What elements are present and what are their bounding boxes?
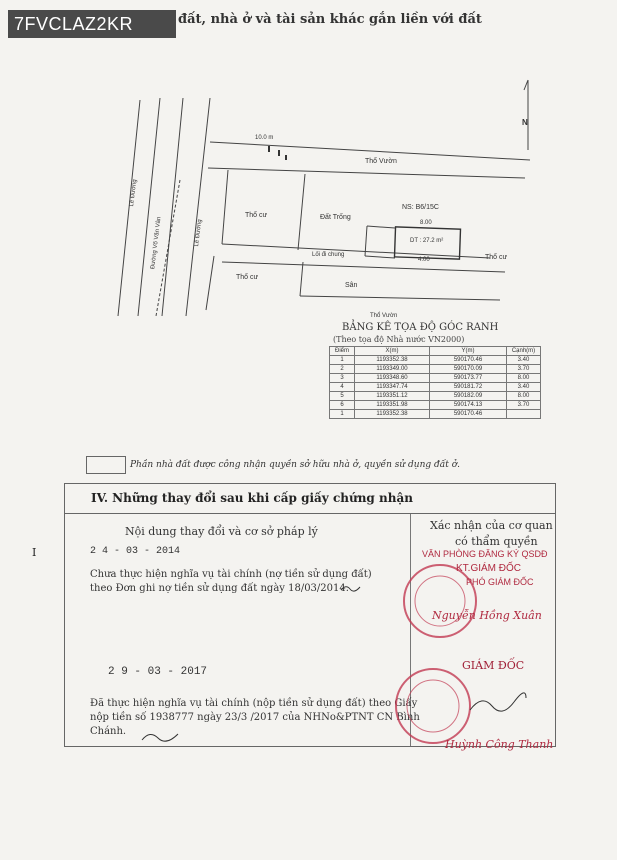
dimension-label: 10.0 m: [255, 135, 274, 141]
road-main-label: Lê Đường: [129, 179, 139, 207]
land-dattrong-label: Đất Trống: [320, 214, 351, 221]
coords-title: BẢNG KÊ TỌA ĐỘ GÓC RANH: [342, 322, 499, 333]
alley-label: Lối đi chung: [312, 252, 345, 258]
table-cell: 1193349.00: [355, 365, 430, 374]
legend-swatch: [86, 456, 126, 474]
table-cell: 5: [330, 392, 355, 401]
stamp-office: VĂN PHÒNG ĐĂNG KÝ QSDĐ: [422, 549, 548, 559]
north-label: N: [522, 118, 528, 127]
table-header-cell: Điểm: [330, 347, 355, 356]
coords-table: [329, 346, 541, 419]
table-cell: 3.40: [507, 356, 541, 365]
land-thocu-label: Thổ cư: [236, 274, 259, 281]
table-cell: 3.70: [507, 365, 541, 374]
table-header-cell: Y(m): [430, 347, 507, 356]
table-cell: 590173.77: [430, 374, 507, 383]
column-header-authority: có thẩm quyền: [455, 535, 538, 548]
table-header-cell: X(m): [355, 347, 430, 356]
stamp-position: KT.GIÁM ĐỐC: [456, 563, 522, 574]
table-cell: 3: [330, 374, 355, 383]
watermark-label: 7FVCLAZ2KR: [8, 10, 176, 38]
margin-mark: I: [32, 546, 37, 559]
table-cell: 2: [330, 365, 355, 374]
dimension-label: 4.00: [418, 257, 430, 263]
stamp-position: PHÓ GIÁM ĐỐC: [466, 577, 534, 587]
land-thovuon-label: Thổ Vườn: [370, 313, 398, 319]
table-cell: 590170.46: [430, 356, 507, 365]
road-sub-label: Đường Võ Văn Vân: [150, 216, 163, 270]
table-cell: [507, 410, 541, 419]
table-cell: 590181.72: [430, 383, 507, 392]
column-header-content: Nội dung thay đổi và cơ sở pháp lý: [125, 525, 318, 538]
section-title: IV. Những thay đổi sau khi cấp giấy chứng nhận: [91, 491, 413, 505]
land-san-label: Sân: [345, 282, 358, 289]
entry-text: Đã thực hiện nghĩa vụ tài chính (nộp tiền sử dụng đất) theo Giấy: [90, 698, 418, 709]
land-thocu-label: Thổ cư: [485, 254, 508, 261]
table-cell: 1193352.38: [355, 356, 430, 365]
table-row: [330, 365, 541, 374]
stamp-position: GIÁM ĐỐC: [462, 659, 525, 672]
road-sub2-label: Lê Đường: [194, 219, 204, 247]
signature-icon: [468, 692, 528, 716]
table-cell: 590174.13: [430, 401, 507, 410]
table-row: [330, 374, 541, 383]
table-row: [330, 392, 541, 401]
house-number-label: NS: B6/15C: [402, 204, 439, 211]
coords-subtitle: (Theo tọa độ Nhà nước VN2000): [333, 335, 465, 344]
table-cell: 1193347.74: [355, 383, 430, 392]
table-cell: 8.00: [507, 374, 541, 383]
signer-name: Huỳnh Công Thanh: [445, 738, 554, 751]
table-cell: 1193352.38: [355, 410, 430, 419]
column-header-authority: Xác nhận của cơ quan: [430, 519, 553, 532]
entry-text: theo Đơn ghi nợ tiền sử dụng đất ngày 18/03/2014.: [90, 583, 349, 594]
table-cell: 590182.09: [430, 392, 507, 401]
table-cell: 1: [330, 356, 355, 365]
initial-signature-icon: [340, 583, 364, 593]
table-row: [330, 401, 541, 410]
dimension-label: 8.00: [420, 220, 432, 226]
legend-text: Phần nhà đất được công nhận quyền sở hữu nhà ở, quyền sử dụng đất ở.: [130, 460, 461, 470]
page-heading: đất, nhà ở và tài sản khác gắn liền với đất: [178, 12, 482, 27]
table-cell: 3.40: [507, 383, 541, 392]
table-cell: 4: [330, 383, 355, 392]
entry-text: Chưa thực hiện nghĩa vụ tài chính (nợ tiền sử dụng đất): [90, 569, 372, 580]
initial-signature-icon: [140, 728, 180, 744]
entry-text: nộp tiền số 1938777 ngày 23/3 /2017 của NHNo&PTNT CN Bình: [90, 712, 420, 723]
table-cell: 1193348.60: [355, 374, 430, 383]
entry-text: Chánh.: [90, 726, 127, 737]
table-cell: 590170.46: [430, 410, 507, 419]
table-cell: 1193351.12: [355, 392, 430, 401]
land-thovuon-label: Thổ Vườn: [365, 158, 397, 165]
entry-date: 2 4 - 03 - 2014: [90, 546, 181, 557]
signer-name: Nguyễn Hồng Xuân: [432, 609, 542, 622]
parcel-area-label: DT : 27.2 m²: [410, 238, 444, 244]
official-seal-icon: [392, 664, 474, 748]
table-row: [330, 383, 541, 392]
table-row: [330, 410, 541, 419]
land-thocu-label: Thổ cư: [245, 212, 268, 219]
table-cell: 8.00: [507, 392, 541, 401]
entry-date: 2 9 - 03 - 2017: [108, 666, 208, 678]
table-row: [330, 356, 541, 365]
section-header: [65, 484, 555, 514]
table-cell: 590170.09: [430, 365, 507, 374]
table-cell: 3.70: [507, 401, 541, 410]
table-cell: 1: [330, 410, 355, 419]
table-cell: 1193351.98: [355, 401, 430, 410]
table-cell: 6: [330, 401, 355, 410]
land-plot-map: [0, 0, 617, 330]
table-header-row: [330, 347, 541, 356]
table-header-cell: Cạnh(m): [507, 347, 541, 356]
